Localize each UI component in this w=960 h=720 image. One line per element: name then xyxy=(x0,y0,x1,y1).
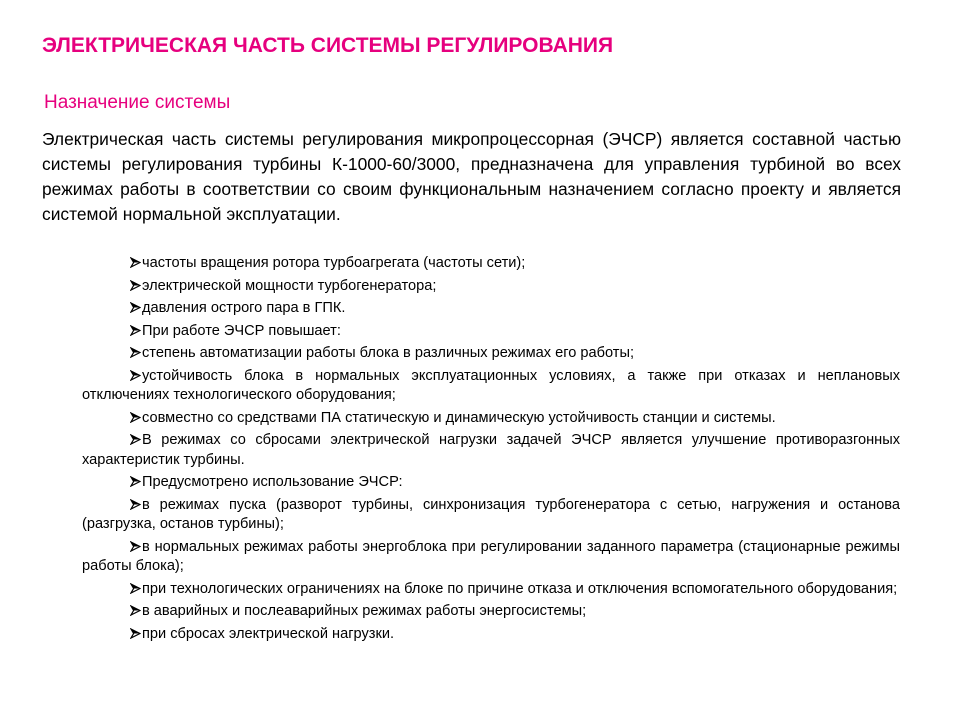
list-item xyxy=(82,625,900,645)
list-item xyxy=(82,367,900,406)
list-item xyxy=(82,580,900,600)
list-item xyxy=(82,496,900,535)
arrow-bullet-icon xyxy=(130,431,142,451)
intro-paragraph: Электрическая часть системы регулирования микропроцессорная (ЭЧСР) является составной частью системы регулирования турбины К-1000-60/3000, предназначена для управления турбиной во всех режимах работы в соответствии со своим функциональным назначением согласно проекту и является системой нормальной эксплуатации. xyxy=(42,129,901,224)
list-item xyxy=(82,322,900,342)
list-item xyxy=(82,473,900,493)
list-item-text: в нормальных режимах работы энергоблока при регулировании заданного параметра (стационарные режимы работы блока); xyxy=(82,538,900,574)
arrow-bullet-icon xyxy=(130,538,142,558)
list-item-text: В режимах со сбросами электрической нагрузки задачей ЭЧСР является улучшение противоразгонных характеристик турбины. xyxy=(82,432,900,468)
arrow-bullet-icon xyxy=(130,602,142,622)
list-item-text: степень автоматизации работы блока в различных режимах его работы; xyxy=(142,345,634,361)
list-item-text: в режимах пуска (разворот турбины, синхронизация турбогенератора с сетью, нагружения и останова (разгрузка, останов турбины); xyxy=(82,496,900,532)
arrow-bullet-icon xyxy=(130,580,142,600)
list-item xyxy=(82,538,900,577)
list-item-text: совместно со средствами ПА статическую и динамическую устойчивость станции и системы. xyxy=(142,409,776,426)
arrow-bullet-icon xyxy=(130,254,142,274)
list-item xyxy=(82,602,900,622)
list-item xyxy=(82,277,900,297)
arrow-bullet-icon xyxy=(130,625,142,645)
list-item-text: при сбросах электрической нагрузки. xyxy=(142,625,395,642)
list-item-text: давления острого пара в ГПК. xyxy=(142,300,346,316)
list-item-text: частоты вращения ротора турбоагрегата (частоты сети); xyxy=(142,255,526,271)
arrow-bullet-icon xyxy=(130,473,142,493)
list-item-text: при технологических ограничениях на блоке по причине отказа и отключения вспомогательного оборудования; xyxy=(142,580,898,597)
slide-title: ЭЛЕКТРИЧЕСКАЯ ЧАСТЬ СИСТЕМЫ РЕГУЛИРОВАНИЯ xyxy=(42,34,614,57)
arrow-bullet-icon xyxy=(130,496,142,516)
list-item xyxy=(82,409,900,429)
list-item-text: в аварийных и послеаварийных режимах работы энергосистемы; xyxy=(142,603,587,619)
arrow-bullet-icon xyxy=(130,299,142,319)
arrow-bullet-icon xyxy=(130,344,142,364)
list-item-text: устойчивость блока в нормальных эксплуатационных условиях, а также при отказах и неплановых отключениях технологического оборудования; xyxy=(82,367,900,403)
list-item-text: Предусмотрено использование ЭЧСР: xyxy=(142,474,403,490)
arrow-bullet-icon xyxy=(130,367,142,387)
list-item xyxy=(82,344,900,364)
list-item xyxy=(82,431,900,470)
bullet-list xyxy=(82,254,900,647)
list-item xyxy=(82,299,900,319)
section-heading: Назначение системы xyxy=(44,92,231,113)
arrow-bullet-icon xyxy=(130,322,142,342)
arrow-bullet-icon xyxy=(130,277,142,297)
list-item xyxy=(82,254,900,274)
list-item-text: При работе ЭЧСР повышает: xyxy=(142,322,341,339)
list-item-text: электрической мощности турбогенератора; xyxy=(142,277,437,294)
arrow-bullet-icon xyxy=(130,409,142,429)
